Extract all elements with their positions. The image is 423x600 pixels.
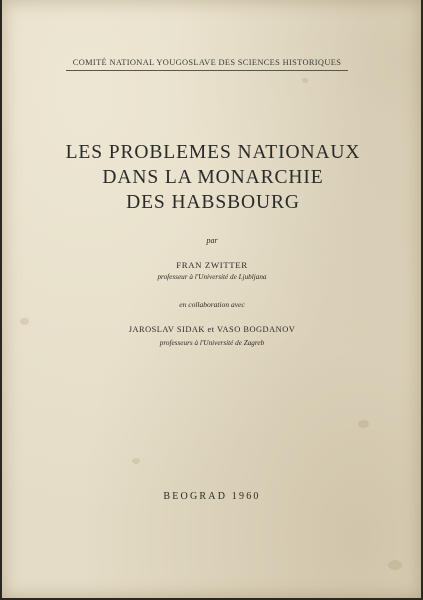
- committee-underline: [66, 70, 348, 71]
- title-line-2: DANS LA MONARCHIE: [102, 167, 324, 188]
- collaborators-affiliation: professeurs à l'Université de Zagreb: [159, 339, 265, 347]
- paper-stain: [358, 420, 369, 428]
- book-title: [22, 140, 404, 215]
- collaboration-label: en collaboration avec: [179, 300, 245, 309]
- paper-stain: [302, 78, 308, 83]
- book-cover: [2, 0, 421, 598]
- author-affiliation: professeur à l'Université de Ljubljana: [157, 273, 267, 281]
- author-name: FRAN ZWITTER: [176, 260, 248, 270]
- paper-stain: [388, 560, 402, 570]
- paper-stain: [132, 458, 140, 464]
- committee-name: COMITÉ NATIONAL YOUGOSLAVE DES SCIENCES HISTORIQUES: [72, 58, 342, 67]
- collaborator-names: JAROSLAV SIDAK et VASO BOGDANOV: [128, 325, 296, 334]
- paper-stain: [20, 318, 29, 325]
- title-line-3: DES HABSBOURG: [126, 192, 300, 213]
- by-label: par: [206, 236, 218, 245]
- committee-header: [66, 58, 348, 71]
- title-line-1: LES PROBLEMES NATIONAUX: [65, 142, 361, 163]
- imprint-place-year: BEOGRAD 1960: [163, 491, 261, 502]
